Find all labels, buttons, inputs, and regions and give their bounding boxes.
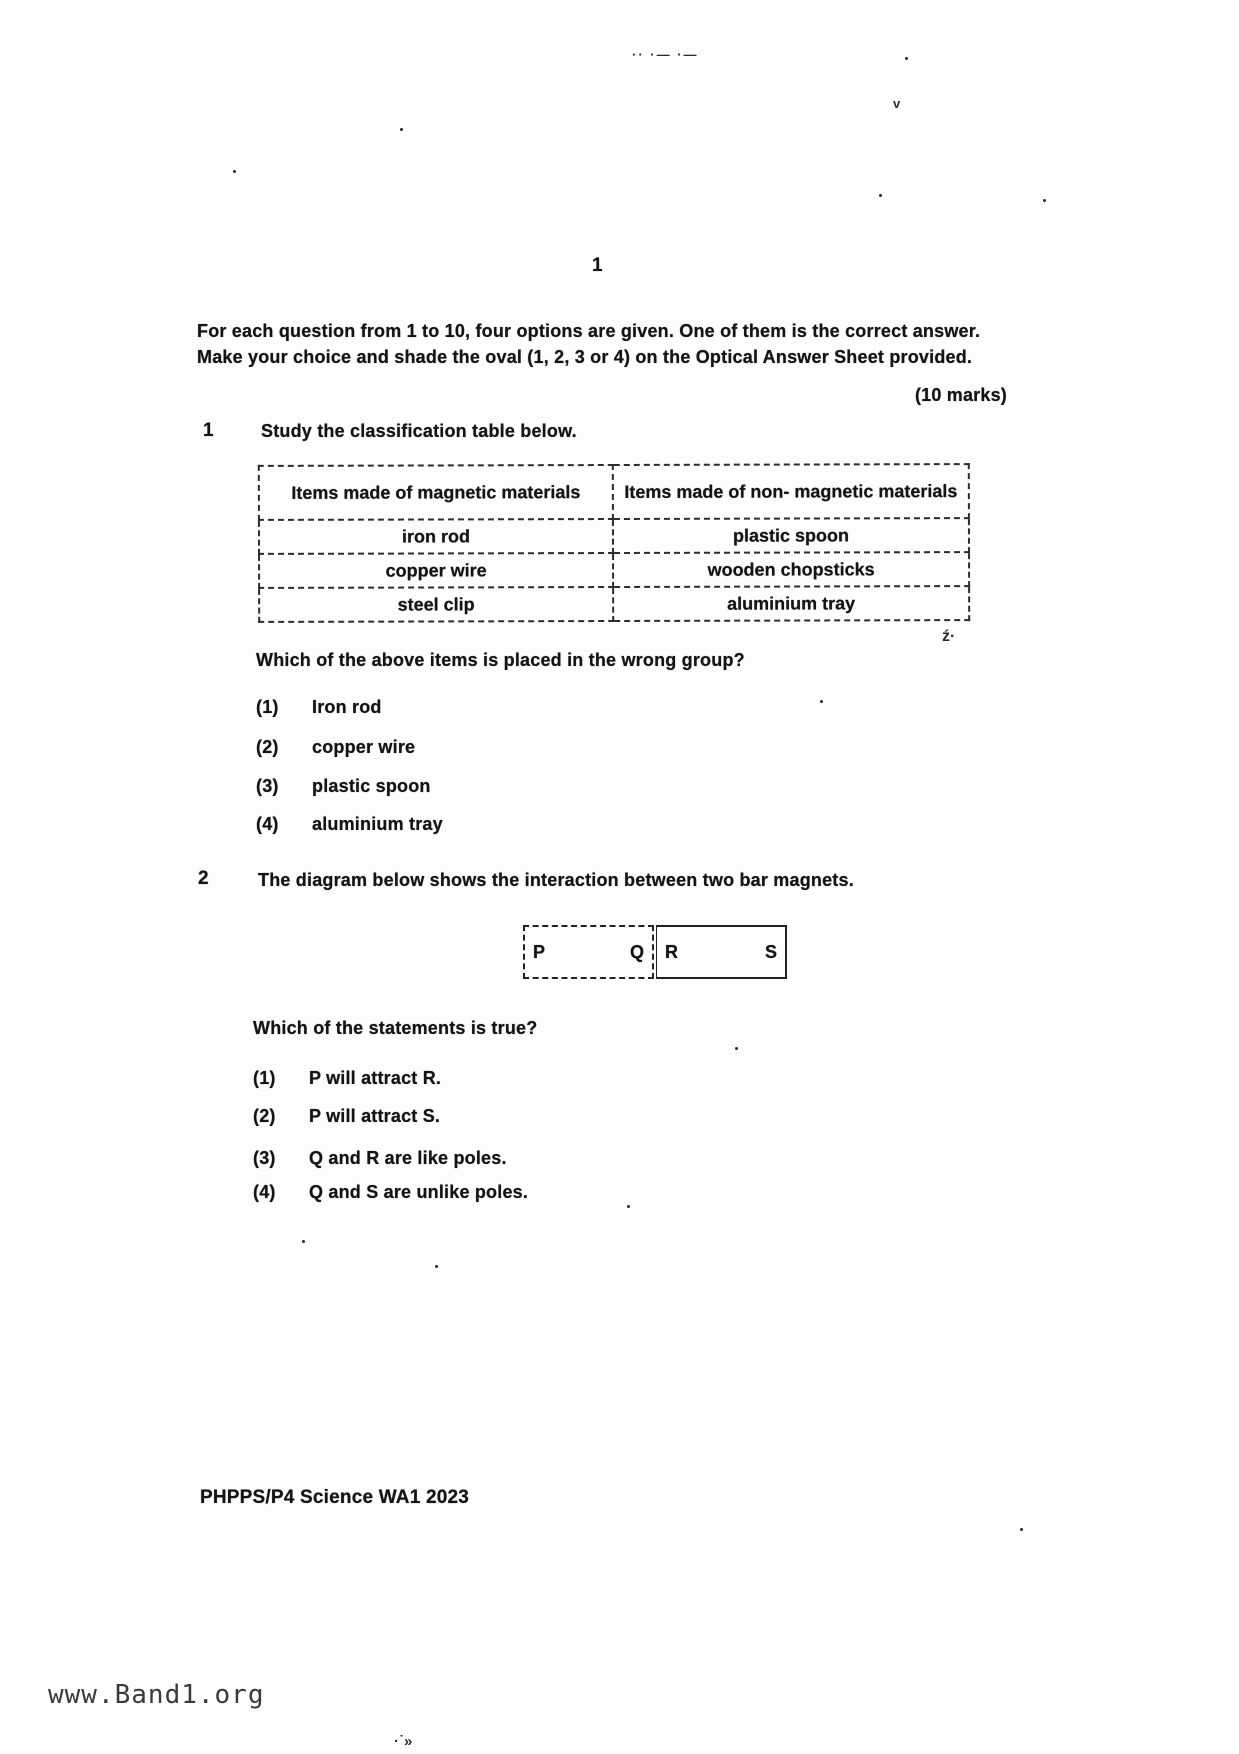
q1-option-1: [256, 697, 382, 718]
q2-option-3: [253, 1148, 507, 1169]
page-number: 1: [592, 255, 603, 276]
option-text: Q and R are like poles.: [309, 1148, 507, 1168]
scan-artifact-v: v: [893, 96, 901, 111]
scan-speck: [879, 194, 882, 197]
table-row: [259, 518, 969, 554]
instructions-line1: For each question from 1 to 10, four options are given. One of them is the correct answer.: [197, 321, 981, 341]
table-cell: wooden chopsticks: [613, 552, 969, 587]
magnet-pole-q: Q: [629, 941, 644, 962]
q1-option-2: [256, 737, 415, 758]
scan-speck: [1043, 199, 1046, 202]
q2-number: 2: [198, 868, 209, 889]
table-header-non-magnetic: Items made of non- magnetic materials: [613, 464, 969, 519]
scan-speck: [627, 1205, 630, 1208]
q1-number: 1: [203, 420, 214, 441]
scan-artifact-tick: ź·: [942, 628, 956, 645]
scan-speck: [233, 170, 236, 173]
option-label: (3): [253, 1148, 276, 1168]
q2-question: Which of the statements is true?: [253, 1018, 538, 1038]
option-text: copper wire: [312, 737, 416, 757]
bar-magnet-rs: [656, 925, 787, 979]
table-cell: steel clip: [259, 587, 613, 622]
q2-option-2: [253, 1106, 440, 1127]
option-label: (3): [256, 776, 279, 796]
magnet-pole-s: S: [764, 941, 777, 962]
footer-doc-code: PHPPS/P4 Science WA1 2023: [200, 1487, 470, 1508]
scan-speck: [435, 1265, 438, 1268]
instructions-block: [197, 318, 1007, 370]
magnet-pole-r: R: [665, 941, 678, 962]
q2-prompt: The diagram below shows the interaction between two bar magnets.: [258, 870, 854, 890]
bar-magnet-pq: [523, 925, 654, 979]
scan-speck: [820, 700, 823, 703]
option-label: (2): [253, 1106, 276, 1126]
q1-question: Which of the above items is placed in the wrong group?: [256, 650, 745, 670]
scan-artifact-bottom: ·˙»: [394, 1733, 413, 1750]
q1-option-3: [256, 776, 431, 797]
q2-option-4: [253, 1182, 528, 1203]
option-label: (4): [256, 814, 279, 834]
table-row: [259, 552, 969, 588]
watermark-url: www.Band1.org: [48, 1680, 265, 1710]
magnet-pole-p: P: [533, 941, 546, 962]
table-row: [259, 586, 969, 622]
table-cell: aluminium tray: [613, 586, 969, 621]
q2-bar-magnet-diagram: [523, 925, 787, 979]
option-text: P will attract S.: [309, 1106, 441, 1126]
scan-speck: [1020, 1528, 1023, 1531]
option-text: plastic spoon: [312, 776, 431, 796]
scan-speck: [400, 128, 403, 131]
table-cell: iron rod: [259, 519, 613, 554]
option-text: P will attract R.: [309, 1068, 442, 1088]
option-text: Q and S are unlike poles.: [309, 1182, 529, 1202]
q1-option-4: [256, 814, 443, 835]
q1-prompt: Study the classification table below.: [261, 421, 577, 441]
instructions-line2: Make your choice and shade the oval (1, 2, 3 or 4) on the Optical Answer Sheet provided.: [197, 347, 973, 367]
table-cell: copper wire: [259, 553, 613, 588]
q1-classification-table: [258, 463, 970, 623]
option-text: Iron rod: [312, 697, 382, 717]
option-label: (2): [256, 737, 279, 757]
scan-speck: [302, 1240, 305, 1243]
scan-artifact-top-dashes: ·· ·— ·—: [632, 47, 699, 62]
marks-label: (10 marks): [914, 385, 1007, 405]
q2-option-1: [253, 1068, 441, 1089]
table-cell: plastic spoon: [613, 518, 969, 553]
scan-speck: [905, 57, 908, 60]
option-label: (1): [256, 697, 279, 717]
option-label: (4): [253, 1182, 276, 1202]
scan-speck: [735, 1047, 738, 1050]
table-header-magnetic: Items made of magnetic materials: [259, 465, 613, 520]
option-text: aluminium tray: [312, 814, 443, 834]
option-label: (1): [253, 1068, 276, 1088]
